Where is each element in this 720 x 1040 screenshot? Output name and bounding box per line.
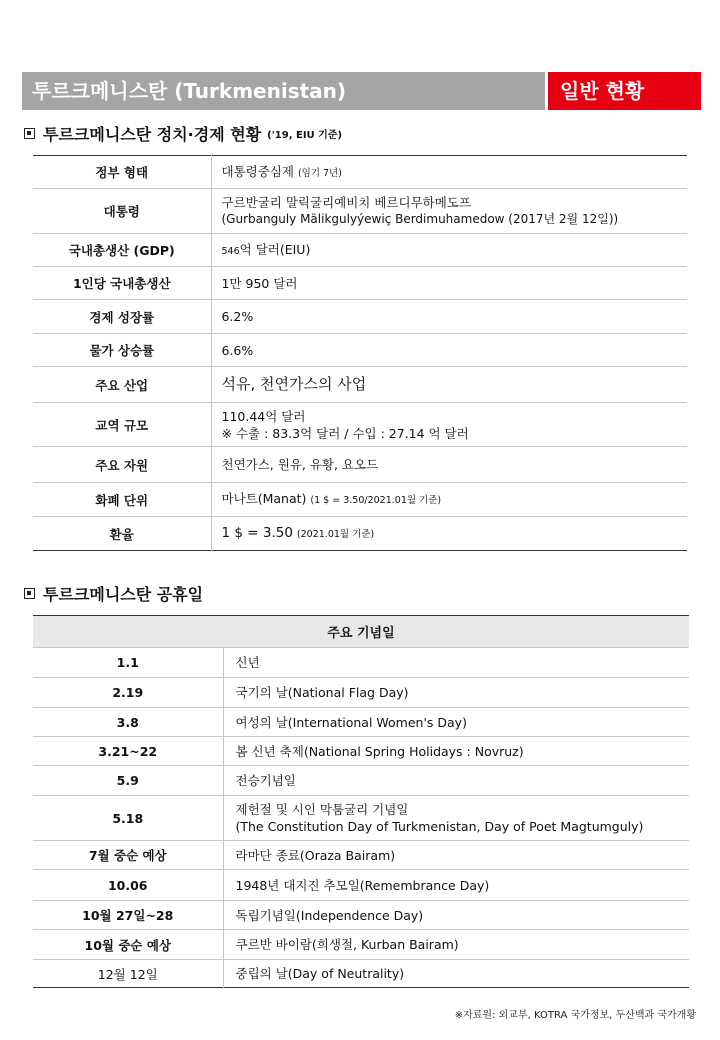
table-row	[33, 737, 689, 766]
holiday-name: 독립기념일(Independence Day)	[223, 901, 689, 930]
row-key: 국내총생산 (GDP)	[33, 234, 211, 267]
row-value: 6.2%	[211, 300, 687, 334]
row-value: 대통령중심제 (임기 7년)	[221, 163, 342, 179]
table-row	[33, 930, 689, 960]
row-key: 화폐 단위	[33, 483, 211, 517]
row-value: 1만 950 달러	[211, 267, 687, 300]
holiday-name: 봄 신년 축제(National Spring Holidays : Novruz)	[223, 737, 689, 766]
row-key: 대통령	[33, 189, 211, 234]
holiday-date: 1.1	[33, 648, 223, 678]
holidays-table	[33, 615, 689, 988]
row-key: 주요 산업	[33, 367, 211, 403]
table-row	[33, 766, 689, 796]
row-value: 110.44억 달러 ※ 수출 : 83.3억 달러 / 수입 : 27.14 억 달러	[211, 403, 687, 447]
table-row	[33, 334, 687, 367]
source-note: ※자료원: 외교부, KOTRA 국가정보, 두산백과 국가개황	[454, 1010, 696, 1021]
row-key: 정부 형태	[33, 156, 211, 189]
table-row	[33, 447, 687, 483]
table-header-row	[33, 616, 689, 648]
row-value: 546억 달러(EIU)	[211, 234, 687, 267]
table-row	[33, 403, 687, 447]
table-row	[33, 517, 687, 551]
holiday-table-header: 주요 기념일	[33, 616, 689, 648]
holiday-name: 1948년 대지진 추모일(Remembrance Day)	[223, 870, 689, 901]
section-politics-economy-title	[24, 122, 342, 145]
holiday-date: 12월 12일	[33, 960, 223, 988]
table-row	[33, 189, 687, 234]
row-value: 석유, 천연가스의 사업	[211, 367, 687, 403]
section-title-text: 투르크메니스탄 정치·경제 현황	[43, 125, 262, 144]
holiday-date: 7월 중순 예상	[33, 841, 223, 870]
row-key: 환율	[33, 517, 211, 551]
holiday-date: 5.18	[33, 796, 223, 841]
section-tag: 일반 현황	[548, 72, 701, 110]
section-title-text: 투르크메니스탄 공휴일	[43, 585, 204, 604]
table-row	[33, 841, 689, 870]
holiday-date: 10.06	[33, 870, 223, 901]
row-key: 1인당 국내총생산	[33, 267, 211, 300]
table-row	[33, 901, 689, 930]
holiday-name: 쿠르반 바이람(희생절, Kurban Bairam)	[223, 930, 689, 960]
holiday-name: 여성의 날(International Women's Day)	[223, 708, 689, 737]
table-row	[33, 156, 687, 189]
politics-economy-table	[33, 155, 687, 551]
table-row	[33, 796, 689, 841]
table-row	[33, 960, 689, 988]
holiday-name: 라마단 종료(Oraza Bairam)	[223, 841, 689, 870]
holiday-name: 전승기념일	[223, 766, 689, 796]
table-row	[33, 870, 689, 901]
holiday-date: 2.19	[33, 678, 223, 708]
table-row	[33, 648, 689, 678]
square-bullet-icon	[24, 588, 35, 599]
row-key: 물가 상승률	[33, 334, 211, 367]
table-row	[33, 234, 687, 267]
holiday-date: 3.8	[33, 708, 223, 737]
section-note: ('19, EIU 기준)	[267, 130, 343, 141]
holiday-date: 10월 중순 예상	[33, 930, 223, 960]
row-value: 천연가스, 원유, 유황, 요오드	[211, 447, 687, 483]
holiday-name: 국기의 날(National Flag Day)	[223, 678, 689, 708]
table-row	[33, 267, 687, 300]
square-bullet-icon	[24, 128, 35, 139]
table-row	[33, 300, 687, 334]
row-key: 경제 성장률	[33, 300, 211, 334]
page-title: 투르크메니스탄 (Turkmenistan)	[22, 72, 545, 110]
table-row	[33, 708, 689, 737]
row-value: 구르반굴리 말릭굴리예비치 베르디무하메도프 (Gurbanguly Mälikgulyýewiç Berdimuhamedow (2017년 2월 12일))	[211, 189, 687, 234]
holiday-date: 10월 27일~28	[33, 901, 223, 930]
page-header	[22, 72, 701, 110]
section-holidays-title	[24, 582, 203, 605]
holiday-name: 신년	[223, 648, 689, 678]
table-row	[33, 367, 687, 403]
table-row	[33, 678, 689, 708]
holiday-name: 제헌절 및 시인 막툼굴리 기념일 (The Constitution Day of Turkmenistan, Day of Poet Magtumguly)	[223, 796, 689, 841]
holiday-name: 중립의 날(Day of Neutrality)	[223, 960, 689, 988]
row-value: 마나트(Manat) (1 $ = 3.50/2021.01월 기준)	[211, 483, 687, 517]
row-value: 6.6%	[211, 334, 687, 367]
holiday-date: 5.9	[33, 766, 223, 796]
row-key: 주요 자원	[33, 447, 211, 483]
table-row	[33, 483, 687, 517]
row-value: 1 $ = 3.50 (2021.01월 기준)	[211, 517, 687, 551]
row-key: 교역 규모	[33, 403, 211, 447]
holiday-date: 3.21~22	[33, 737, 223, 766]
